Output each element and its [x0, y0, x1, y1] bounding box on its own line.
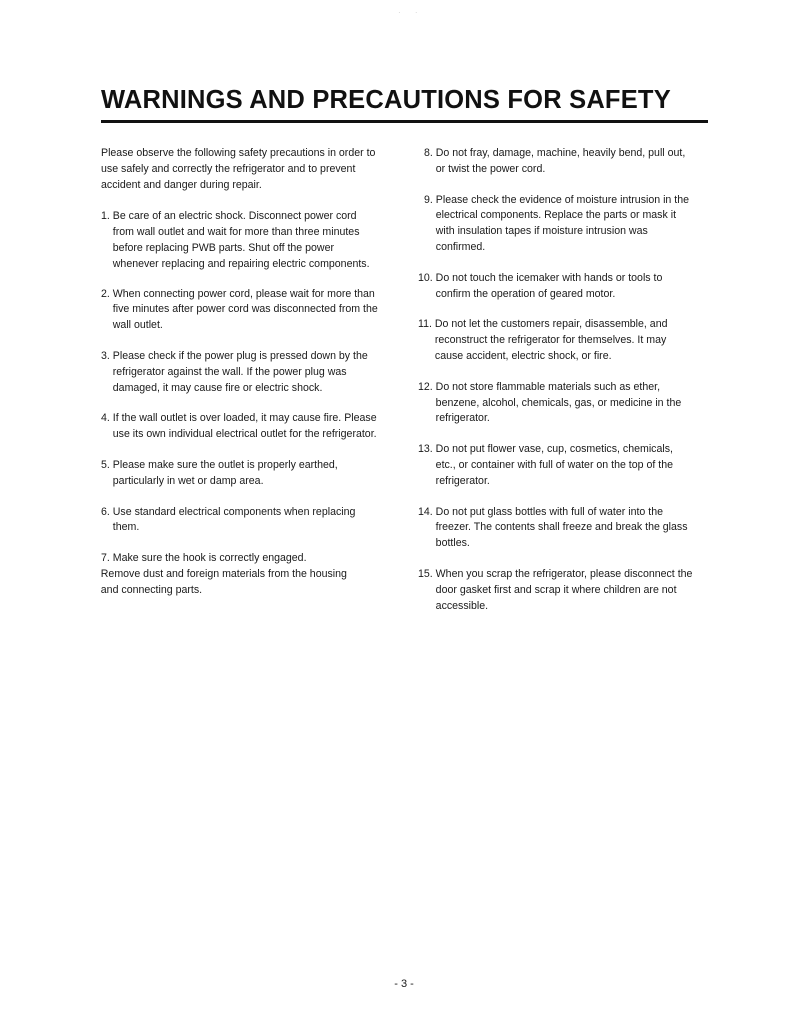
- item-line: Do not put flower vase, cup, cosmetics, chemicals,: [435, 443, 673, 456]
- scan-speck: · ·: [398, 8, 424, 17]
- item-line: Do not touch the icemaker with hands or tools to: [435, 271, 663, 284]
- item-line: If the wall outlet is over loaded, it may cause fire. Please: [112, 412, 377, 425]
- precaution-item-1: [101, 209, 406, 272]
- intro-line: Please observe the following safety precautions in order to: [101, 147, 376, 159]
- item-number: 11.: [418, 318, 435, 331]
- item-line: five minutes after power cord was disconnected from the: [112, 303, 378, 316]
- item-line: benzene, alcohol, chemicals, gas, or medicine in the: [435, 396, 682, 409]
- item-line: use its own individual electrical outlet for the refrigerator.: [112, 428, 377, 441]
- item-line: or twist the power cord.: [435, 162, 546, 175]
- item-line: wall outlet.: [112, 319, 163, 332]
- precaution-item-14: [418, 505, 718, 552]
- item-line: refrigerator.: [435, 412, 490, 425]
- intro-line: accident and danger during repair.: [101, 178, 262, 191]
- item-line: and connecting parts.: [100, 583, 203, 596]
- item-line: Please check the evidence of moisture intrusion in the: [435, 193, 689, 206]
- item-number: 4.: [101, 412, 113, 425]
- item-line: them.: [112, 521, 140, 534]
- precaution-item-12: [418, 380, 718, 427]
- precaution-item-5: [101, 458, 406, 490]
- item-line: etc., or container with full of water on the top of the: [435, 458, 673, 471]
- item-line: before replacing PWB parts. Shut off the power: [112, 241, 334, 254]
- item-line: Do not put glass bottles with full of water into the: [435, 505, 663, 518]
- item-number: 7.: [101, 552, 113, 565]
- precaution-item-4: [101, 411, 406, 443]
- precaution-item-10: [418, 271, 718, 303]
- item-line: Be care of an electric shock. Disconnect power cord: [112, 210, 357, 223]
- item-number: 14.: [418, 505, 436, 518]
- item-number: 9.: [424, 193, 436, 206]
- item-line: When you scrap the refrigerator, please disconnect the: [435, 567, 693, 580]
- precaution-item-3: [101, 349, 406, 396]
- item-line: damaged, it may cause fire or electric shock.: [112, 381, 323, 394]
- intro-paragraph: [101, 146, 406, 193]
- precaution-item-9: [418, 193, 718, 256]
- item-number: 5.: [101, 458, 113, 471]
- item-line: bottles.: [435, 537, 470, 550]
- item-line: freezer. The contents shall freeze and break the glass: [435, 521, 688, 534]
- item-line: door gasket first and scrap it where children are not: [435, 583, 677, 596]
- item-number: 12.: [418, 380, 436, 393]
- item-line: whenever replacing and repairing electric components.: [112, 257, 370, 270]
- item-line: Please make sure the outlet is properly earthed,: [112, 458, 338, 471]
- intro-line: use safely and correctly the refrigerator and to prevent: [101, 162, 356, 175]
- item-line: Do not let the customers repair, disassemble, and: [434, 318, 668, 331]
- item-line: When connecting power cord, please wait for more than: [112, 287, 375, 300]
- item-number: 1.: [101, 210, 113, 223]
- precaution-item-7: [101, 551, 406, 598]
- page-title: WARNINGS AND PRECAUTIONS FOR SAFETY: [101, 86, 671, 114]
- precaution-item-6: [101, 505, 406, 537]
- item-line: Please check if the power plug is pressed down by the: [112, 349, 368, 362]
- item-line: electrical components. Replace the parts or mask it: [435, 209, 677, 222]
- precaution-item-13: [418, 442, 718, 489]
- item-line: cause accident, electric shock, or fire.: [434, 349, 612, 362]
- item-number: 13.: [418, 443, 436, 456]
- page-number: - 3 -: [394, 978, 414, 990]
- precaution-item-15: [418, 567, 718, 614]
- item-line: Do not fray, damage, machine, heavily bend, pull out,: [435, 147, 686, 159]
- item-number: 6.: [101, 505, 113, 518]
- item-line: confirm the operation of geared motor.: [435, 287, 616, 300]
- item-line: with insulation tapes if moisture intrusion was: [435, 225, 648, 238]
- item-line: Remove dust and foreign materials from the housing: [100, 567, 347, 580]
- left-column: [101, 146, 406, 599]
- item-line: particularly in wet or damp area.: [112, 474, 264, 487]
- right-column: [418, 146, 718, 614]
- precaution-item-2: [101, 287, 406, 334]
- precaution-item-11: [418, 317, 718, 364]
- item-number: 8.: [424, 147, 436, 159]
- item-number: 10.: [418, 271, 436, 284]
- item-line: refrigerator against the wall. If the power plug was: [112, 365, 347, 378]
- item-line: Use standard electrical components when replacing: [112, 505, 356, 518]
- precaution-item-8: [418, 146, 718, 178]
- item-number: 3.: [101, 349, 113, 362]
- item-number: 2.: [101, 287, 113, 300]
- item-line: from wall outlet and wait for more than three minutes: [112, 226, 360, 239]
- item-line: confirmed.: [435, 240, 486, 253]
- item-line: Make sure the hook is correctly engaged.: [112, 552, 307, 565]
- item-line: refrigerator.: [435, 474, 490, 487]
- item-number: 15.: [418, 567, 436, 580]
- title-rule: [101, 120, 708, 123]
- item-line: Do not store flammable materials such as ether,: [435, 380, 661, 393]
- item-line: accessible.: [435, 599, 489, 612]
- item-line: reconstruct the refrigerator for themselves. It may: [434, 334, 667, 347]
